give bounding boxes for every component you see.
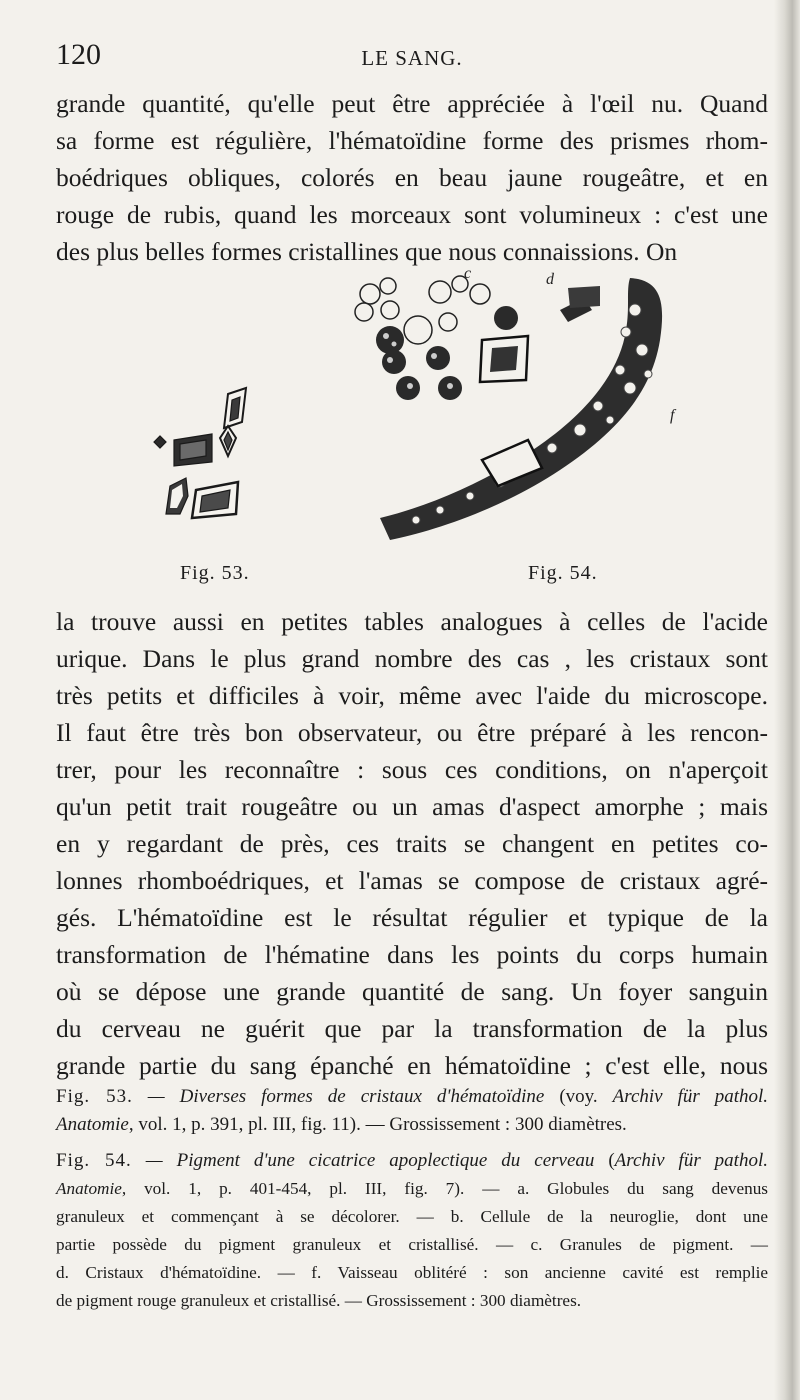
text-line: très petits et difficiles à voir, même avec l'aide du microscope.	[56, 681, 768, 710]
text-line: lonnes rhomboédriques, et l'amas se compose de cristaux agré-	[56, 866, 768, 895]
fig54-letter-c: c	[464, 270, 472, 282]
text-line: la trouve aussi en petites tables analogues à celles de l'acide	[56, 607, 768, 636]
fig54-letter-d: d	[546, 271, 554, 288]
text-line: grande quantité, qu'elle peut être appréciée à l'œil nu. Quand	[56, 89, 768, 118]
caption-line: partie possède du pigment granuleux et cristallisé. — c. Granules de pigment. —	[56, 1235, 768, 1254]
caption-line	[56, 1175, 768, 1203]
caption-journal: Anatomie	[56, 1114, 129, 1135]
fig54-letter-f: f	[670, 407, 675, 424]
text-line: qu'un petit trait rougeâtre ou un amas d'aspect amorphe ; mais	[56, 792, 768, 821]
caption-journal: Archiv für pathol.	[614, 1150, 768, 1171]
caption-figure-54	[56, 1147, 768, 1315]
caption-figure-53	[56, 1083, 768, 1139]
caption-line	[56, 1083, 768, 1111]
page-number: 120	[56, 38, 101, 71]
caption-title: — Pigment d'une cicatrice apoplectique du cerveau	[145, 1150, 595, 1171]
caption-journal: Anatomie	[56, 1179, 122, 1198]
text-line: des plus belles formes cristallines que nous connaissions. On	[56, 237, 678, 266]
figure-53-label: Fig. 53.	[180, 562, 250, 584]
text-line: boédriques obliques, colorés en beau jaune rougeâtre, et en	[56, 163, 768, 192]
page-header	[56, 38, 768, 78]
caption-label: Fig. 53.	[56, 1086, 133, 1107]
caption-text: , vol. 1, p. 401-454, pl. III, fig. 7). — a. Globules du sang devenus	[121, 1179, 768, 1198]
figure-53-crystals-illustration	[150, 386, 260, 536]
text-line: Il faut être très bon observateur, ou être préparé à les rencon-	[56, 718, 768, 747]
caption-journal: Archiv für pathol.	[612, 1086, 769, 1107]
caption-text: (voy.	[544, 1086, 613, 1107]
paragraph-1	[56, 85, 768, 270]
text-line: rouge de rubis, quand les morceaux sont volumineux : c'est une	[56, 200, 768, 229]
caption-text: (	[594, 1150, 615, 1171]
page-edge-shadow	[774, 0, 800, 1400]
paragraph-2	[56, 603, 768, 1084]
caption-label: Fig. 54.	[56, 1150, 132, 1171]
caption-line: de pigment rouge granuleux et cristallisé. — Grossissement : 300 diamètres.	[56, 1291, 582, 1310]
text-line: où se dépose une grande quantité de sang. Un foyer sanguin	[56, 977, 768, 1006]
text-line: grande partie du sang épanché en hématoïdine ; c'est elle, nous	[56, 1051, 768, 1080]
text-line: en y regardant de près, ces traits se changent en petites co-	[56, 829, 768, 858]
running-head: LE SANG.	[361, 46, 463, 70]
figure-captions	[56, 1083, 768, 1315]
caption-line: d. Cristaux d'hématoïdine. — f. Vaisseau oblitéré : son ancienne cavité est remplie	[56, 1263, 768, 1282]
figure-54-label: Fig. 54.	[528, 562, 598, 584]
caption-title: — Diverses formes de cristaux d'hématoïdine	[147, 1086, 545, 1107]
text-line: transformation de l'hématine dans les points du corps humain	[56, 940, 768, 969]
text-line: trer, pour les reconnaître : sous ces conditions, on n'aperçoit	[56, 755, 768, 784]
text-line: sa forme est régulière, l'hématoïdine forme des prismes rhom-	[56, 126, 768, 155]
figure-54-pigment-illustration	[330, 270, 680, 545]
caption-line	[56, 1147, 768, 1175]
caption-text: , vol. 1, p. 391, pl. III, fig. 11). — Grossissement : 300 diamètres.	[128, 1114, 627, 1135]
text-line: du cerveau ne guérit que par la transformation de la plus	[56, 1014, 768, 1043]
text-line: urique. Dans le plus grand nombre des cas , les cristaux sont	[56, 644, 768, 673]
caption-line	[56, 1111, 768, 1139]
text-line: gés. L'hématoïdine est le résultat régulier et typique de la	[56, 903, 768, 932]
caption-line: granuleux et commençant à se décolorer. — b. Cellule de la neuroglie, dont une	[56, 1207, 768, 1226]
